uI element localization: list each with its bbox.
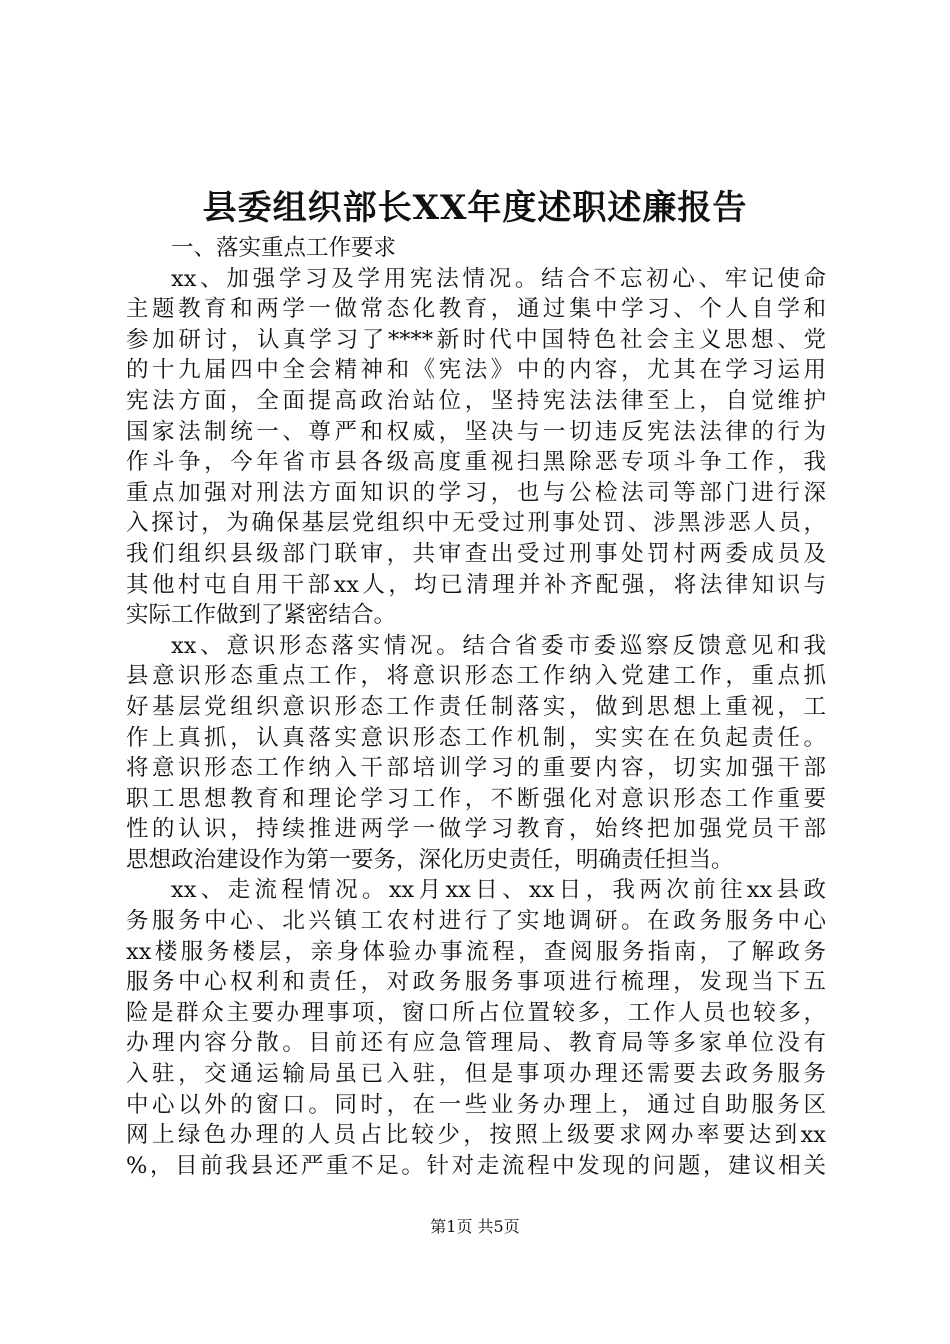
text-line: 好基层党组织意识形态工作责任制落实，做到思想上重视，工 bbox=[126, 693, 826, 720]
text-line: 务服务中心、北兴镇工农村进行了实地调研。在政务服务中心 bbox=[126, 908, 826, 935]
text-line: xx、走流程情况。xx月xx日、xx日，我两次前往xx县政 bbox=[171, 877, 826, 904]
text-line: 职工思想教育和理论学习工作，不断强化对意识形态工作重要 bbox=[126, 785, 826, 812]
text-line: 我们组织县级部门联审，共审查出受过刑事处罚村两委成员及 bbox=[126, 540, 826, 567]
text-line: xx、意识形态落实情况。结合省委市委巡察反馈意见和我 bbox=[171, 632, 826, 659]
text-line: 中心以外的窗口。同时，在一些业务办理上，通过自助服务区 bbox=[126, 1091, 826, 1118]
document-title: 县委组织部长XX年度述职述廉报告 bbox=[202, 188, 748, 228]
text-line: 作斗争，今年省市县各级高度重视扫黑除恶专项斗争工作，我 bbox=[126, 449, 826, 476]
text-line: 性的认识，持续推进两学一做学习教育，始终把加强党员干部 bbox=[126, 816, 826, 843]
text-line: 实际工作做到了紧密结合。 bbox=[126, 602, 397, 629]
text-line: 入探讨，为确保基层党组织中无受过刑事处罚、涉黑涉恶人员， bbox=[126, 510, 826, 537]
document-body bbox=[126, 233, 826, 1181]
text-line: %，目前我县还严重不足。针对走流程中发现的问题，建议相关 bbox=[126, 1152, 826, 1179]
text-line: 其他村屯自用干部xx人，均已清理并补齐配强，将法律知识与 bbox=[126, 571, 826, 598]
text-line: 服务中心权利和责任，对政务服务事项进行梳理，发现当下五 bbox=[126, 969, 826, 996]
text-line: 作上真抓，认真落实意识形态工作机制，实实在在负起责任。 bbox=[126, 724, 826, 751]
text-line: 险是群众主要办理事项，窗口所占位置较多，工作人员也较多， bbox=[126, 999, 826, 1026]
text-line: 入驻，交通运输局虽已入驻，但是事项办理还需要去政务服务 bbox=[126, 1061, 826, 1088]
text-line: 参加研讨，认真学习了****新时代中国特色社会主义思想、党 bbox=[126, 326, 826, 353]
text-line: 宪法方面，全面提高政治站位，坚持宪法法律至上，自觉维护 bbox=[126, 387, 826, 414]
text-line: 县意识形态重点工作，将意识形态工作纳入党建工作，重点抓 bbox=[126, 663, 826, 690]
text-line: 国家法制统一、尊严和权威，坚决与一切违反宪法法律的行为 bbox=[126, 418, 826, 445]
text-line: 思想政治建设作为第一要务，深化历史责任，明确责任担当。 bbox=[126, 846, 734, 873]
section-heading: 一、落实重点工作要求 bbox=[171, 235, 397, 261]
text-line: 网上绿色办理的人员占比较少，按照上级要求网办率要达到xx bbox=[126, 1122, 826, 1149]
text-line: 将意识形态工作纳入干部培训学习的重要内容，切实加强干部 bbox=[126, 755, 826, 782]
text-line: 主题教育和两学一做常态化教育，通过集中学习、个人自学和 bbox=[126, 296, 826, 323]
page-number: 第1页 共5页 bbox=[430, 1217, 520, 1236]
text-line: 的十九届四中全会精神和《宪法》中的内容，尤其在学习运用 bbox=[126, 357, 826, 384]
text-line: xx楼服务楼层，亲身体验办事流程，查阅服务指南，了解政务 bbox=[126, 938, 826, 965]
text-line: xx、加强学习及学用宪法情况。结合不忘初心、牢记使命 bbox=[171, 265, 826, 292]
text-line: 办理内容分散。目前还有应急管理局、教育局等多家单位没有 bbox=[126, 1030, 826, 1057]
text-line: 重点加强对刑法方面知识的学习，也与公检法司等部门进行深 bbox=[126, 479, 826, 506]
